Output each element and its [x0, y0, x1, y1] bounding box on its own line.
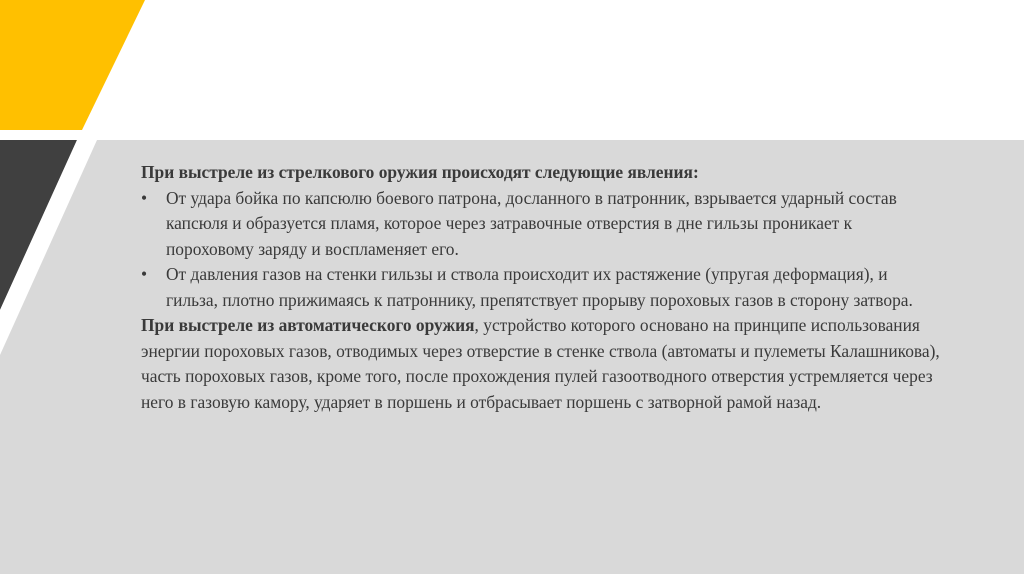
bullet-marker: • [141, 187, 148, 208]
bullet-marker: • [141, 264, 148, 284]
paragraph-body: , устройство которого основано на принципе использования энергии пороховых газов, отводимых через отверстие в стенке ствола (автоматы и пулеметы Калашникова), часть пороховых газов, кроме того, после прохождения пулей газоотводного отверстия устремляется через него в газовую камору, ударяет в поршень и отбрасывает поршень с затворной рамой назад. [141, 315, 940, 412]
yellow-accent-shape [0, 0, 145, 130]
bullet-text: От удара бойка по капсюлю боевого патрона, досланного в патронник, взрывается ударный состав капсюля и образуется пламя, которое через затравочные отверстия в дне гильзы проникает к пороховому заряду и воспламеняет его. [166, 187, 897, 259]
paragraph-automatic-weapons [141, 313, 941, 415]
bullet-item [141, 186, 941, 263]
paragraph-bold-lead: При выстреле из автоматического оружия [141, 315, 475, 335]
bullet-text: От давления газов на стенки гильзы и ствола происходит их растяжение (упругая деформация), и гильза, плотно прижимаясь к патроннику, препятствует прорыву пороховых газов в сторону затвора. [166, 264, 913, 310]
heading-small-arms: При выстреле из стрелкового оружия происходят следующие явления: [141, 162, 699, 182]
bullet-item [141, 262, 941, 313]
slide-body [141, 160, 941, 415]
